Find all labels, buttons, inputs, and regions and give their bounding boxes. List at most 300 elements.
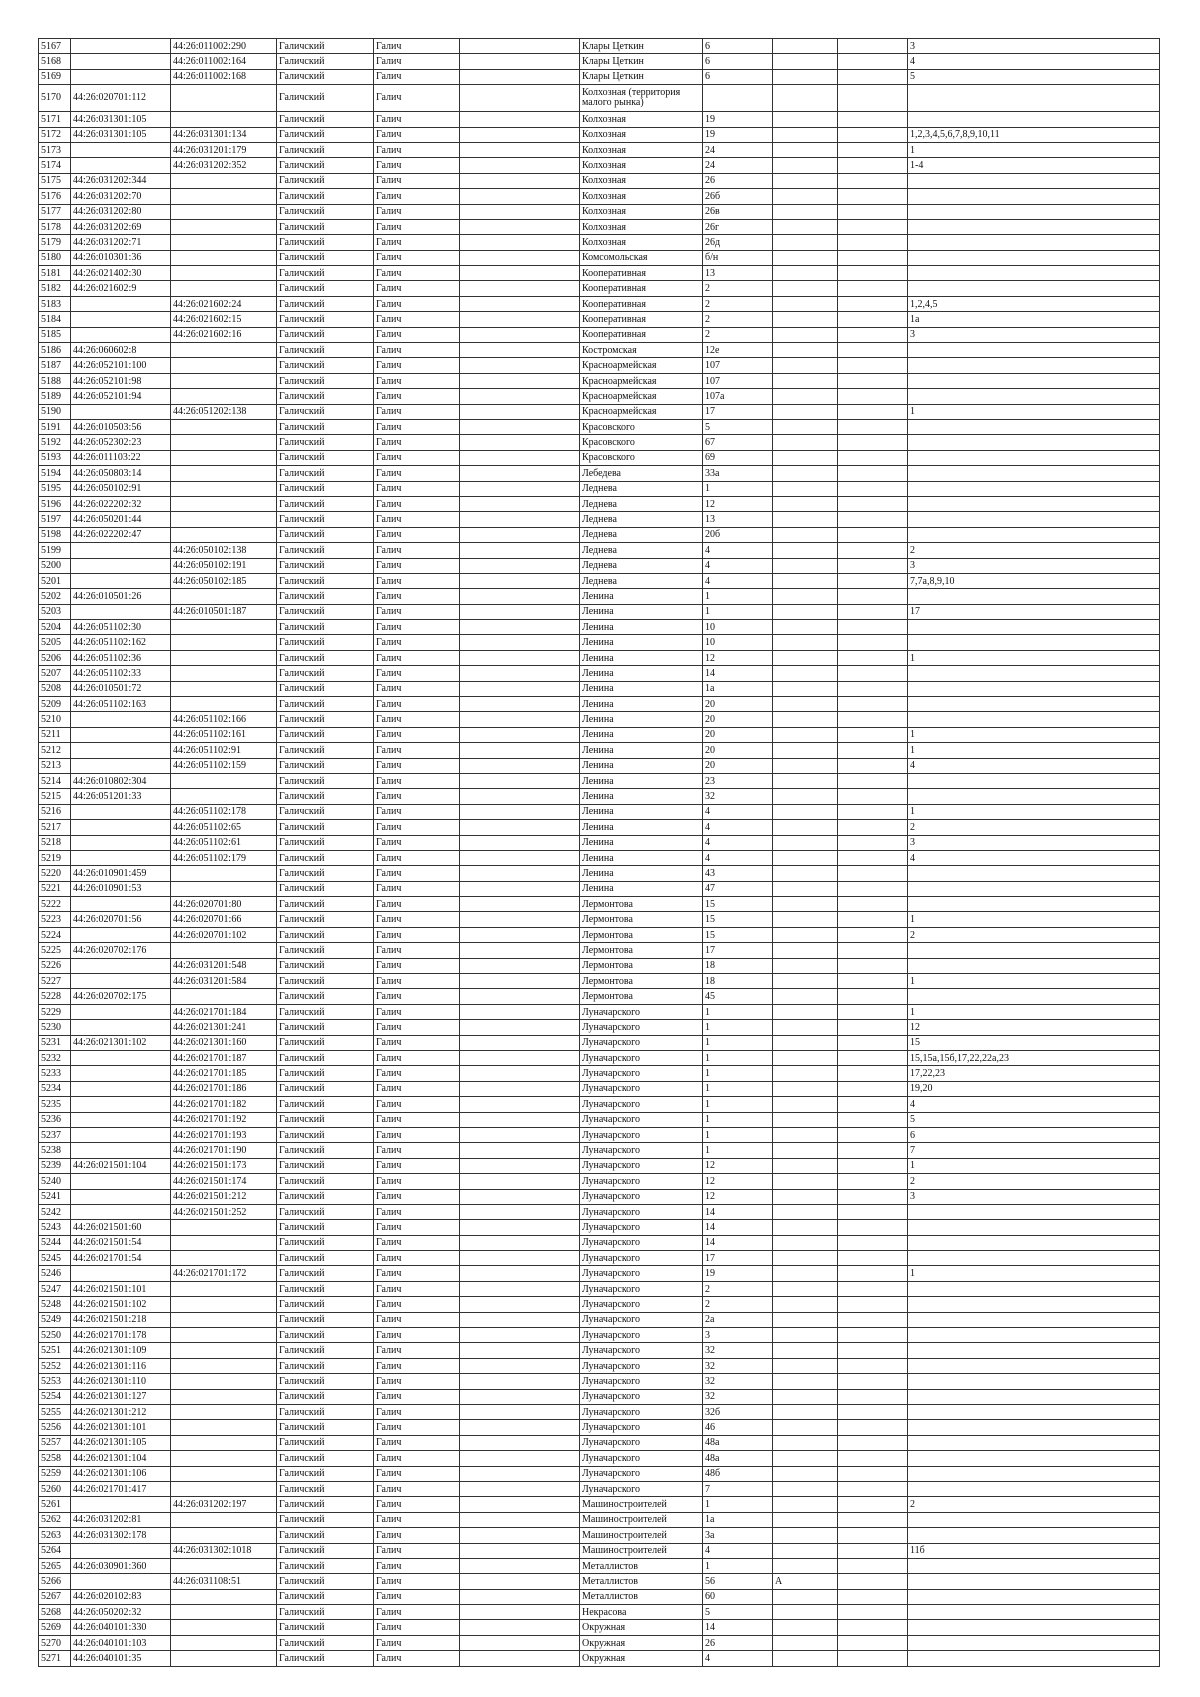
district-cell: Галичский bbox=[277, 250, 374, 265]
table-row bbox=[39, 1235, 1160, 1250]
house-number-cell: 1 bbox=[703, 481, 773, 496]
city-cell: Галич bbox=[374, 1558, 460, 1573]
table-row bbox=[39, 1466, 1160, 1481]
row-number: 5236 bbox=[39, 1112, 71, 1127]
building-cell bbox=[838, 1466, 908, 1481]
row-number: 5208 bbox=[39, 681, 71, 696]
house-number-cell: 24 bbox=[703, 142, 773, 157]
street-cell: Луначарского bbox=[580, 1020, 703, 1035]
settlement-cell bbox=[460, 1374, 580, 1389]
letter-cell bbox=[773, 573, 838, 588]
parcel-cadastral-number bbox=[71, 54, 171, 69]
parcel-cadastral-number: 44:26:020702:176 bbox=[71, 943, 171, 958]
letter-cell bbox=[773, 419, 838, 434]
house-number-cell: 32б bbox=[703, 1404, 773, 1419]
house-number-cell: 24 bbox=[703, 158, 773, 173]
parcel-cadastral-number bbox=[71, 712, 171, 727]
settlement-cell bbox=[460, 1605, 580, 1620]
parcel-cadastral-number bbox=[71, 835, 171, 850]
city-cell: Галич bbox=[374, 69, 460, 84]
city-cell: Галич bbox=[374, 727, 460, 742]
object-cadastral-number bbox=[171, 650, 277, 665]
settlement-cell bbox=[460, 974, 580, 989]
settlement-cell bbox=[460, 235, 580, 250]
row-number: 5235 bbox=[39, 1097, 71, 1112]
house-number-cell: 1 bbox=[703, 1127, 773, 1142]
table-row bbox=[39, 1097, 1160, 1112]
district-cell: Галичский bbox=[277, 773, 374, 788]
row-number: 5171 bbox=[39, 112, 71, 127]
row-number: 5268 bbox=[39, 1605, 71, 1620]
city-cell: Галич bbox=[374, 958, 460, 973]
object-cadastral-number bbox=[171, 1635, 277, 1650]
letter-cell bbox=[773, 743, 838, 758]
building-cell bbox=[838, 1343, 908, 1358]
house-number-cell: 33а bbox=[703, 466, 773, 481]
apartment-cell bbox=[908, 866, 1160, 881]
table-row bbox=[39, 1620, 1160, 1635]
street-cell: Луначарского bbox=[580, 1374, 703, 1389]
building-cell bbox=[838, 1158, 908, 1173]
city-cell: Галич bbox=[374, 881, 460, 896]
district-cell: Галичский bbox=[277, 466, 374, 481]
object-cadastral-number bbox=[171, 1651, 277, 1666]
apartment-cell bbox=[908, 1204, 1160, 1219]
house-number-cell: б/н bbox=[703, 250, 773, 265]
letter-cell bbox=[773, 912, 838, 927]
building-cell bbox=[838, 1051, 908, 1066]
house-number-cell: 46 bbox=[703, 1420, 773, 1435]
settlement-cell bbox=[460, 1143, 580, 1158]
house-number-cell: 20 bbox=[703, 712, 773, 727]
settlement-cell bbox=[460, 127, 580, 142]
letter-cell bbox=[773, 804, 838, 819]
parcel-cadastral-number bbox=[71, 897, 171, 912]
object-cadastral-number: 44:26:031201:584 bbox=[171, 974, 277, 989]
city-cell: Галич bbox=[374, 989, 460, 1004]
parcel-cadastral-number bbox=[71, 573, 171, 588]
building-cell bbox=[838, 604, 908, 619]
apartment-cell: 5 bbox=[908, 1112, 1160, 1127]
settlement-cell bbox=[460, 1343, 580, 1358]
settlement-cell bbox=[460, 389, 580, 404]
settlement-cell bbox=[460, 373, 580, 388]
settlement-cell bbox=[460, 543, 580, 558]
settlement-cell bbox=[460, 1035, 580, 1050]
street-cell: Луначарского bbox=[580, 1097, 703, 1112]
letter-cell bbox=[773, 1066, 838, 1081]
house-number-cell: 45 bbox=[703, 989, 773, 1004]
district-cell: Галичский bbox=[277, 358, 374, 373]
settlement-cell bbox=[460, 1297, 580, 1312]
row-number: 5197 bbox=[39, 512, 71, 527]
table-row bbox=[39, 789, 1160, 804]
apartment-cell bbox=[908, 989, 1160, 1004]
house-number-cell: 20 bbox=[703, 697, 773, 712]
city-cell: Галич bbox=[374, 681, 460, 696]
settlement-cell bbox=[460, 573, 580, 588]
street-cell: Луначарского bbox=[580, 1328, 703, 1343]
object-cadastral-number bbox=[171, 1312, 277, 1327]
house-number-cell: 2 bbox=[703, 327, 773, 342]
row-number: 5192 bbox=[39, 435, 71, 450]
table-row bbox=[39, 974, 1160, 989]
street-cell: Леднева bbox=[580, 558, 703, 573]
city-cell: Галич bbox=[374, 312, 460, 327]
building-cell bbox=[838, 804, 908, 819]
street-cell: Красноармейская bbox=[580, 358, 703, 373]
street-cell: Колхозная bbox=[580, 219, 703, 234]
house-number-cell: 6 bbox=[703, 69, 773, 84]
letter-cell bbox=[773, 1266, 838, 1281]
city-cell: Галич bbox=[374, 943, 460, 958]
district-cell: Галичский bbox=[277, 1620, 374, 1635]
row-number: 5254 bbox=[39, 1389, 71, 1404]
city-cell: Галич bbox=[374, 1543, 460, 1558]
object-cadastral-number bbox=[171, 85, 277, 112]
building-cell bbox=[838, 573, 908, 588]
street-cell: Ленина bbox=[580, 712, 703, 727]
house-number-cell: 1 bbox=[703, 1035, 773, 1050]
street-cell: Кооперативная bbox=[580, 281, 703, 296]
house-number-cell: 26 bbox=[703, 173, 773, 188]
settlement-cell bbox=[460, 189, 580, 204]
house-number-cell: 48а bbox=[703, 1451, 773, 1466]
letter-cell bbox=[773, 343, 838, 358]
row-number: 5262 bbox=[39, 1512, 71, 1527]
apartment-cell bbox=[908, 620, 1160, 635]
street-cell: Луначарского bbox=[580, 1312, 703, 1327]
street-cell: Леднева bbox=[580, 512, 703, 527]
building-cell bbox=[838, 404, 908, 419]
settlement-cell bbox=[460, 804, 580, 819]
row-number: 5213 bbox=[39, 758, 71, 773]
parcel-cadastral-number bbox=[71, 604, 171, 619]
city-cell: Галич bbox=[374, 604, 460, 619]
letter-cell bbox=[773, 1020, 838, 1035]
house-number-cell: 17 bbox=[703, 943, 773, 958]
city-cell: Галич bbox=[374, 1404, 460, 1419]
apartment-cell bbox=[908, 1297, 1160, 1312]
apartment-cell bbox=[908, 1635, 1160, 1650]
settlement-cell bbox=[460, 789, 580, 804]
table-row bbox=[39, 466, 1160, 481]
parcel-cadastral-number: 44:26:031202:80 bbox=[71, 204, 171, 219]
table-row bbox=[39, 1174, 1160, 1189]
object-cadastral-number bbox=[171, 419, 277, 434]
apartment-cell: 1,2,4,5 bbox=[908, 296, 1160, 311]
parcel-cadastral-number bbox=[71, 39, 171, 54]
district-cell: Галичский bbox=[277, 512, 374, 527]
table-row bbox=[39, 835, 1160, 850]
district-cell: Галичский bbox=[277, 1435, 374, 1450]
object-cadastral-number: 44:26:021501:173 bbox=[171, 1158, 277, 1173]
street-cell: Луначарского bbox=[580, 1158, 703, 1173]
object-cadastral-number bbox=[171, 1358, 277, 1373]
letter-cell bbox=[773, 1220, 838, 1235]
parcel-cadastral-number bbox=[71, 727, 171, 742]
parcel-cadastral-number bbox=[71, 1020, 171, 1035]
table-row bbox=[39, 389, 1160, 404]
district-cell: Галичский bbox=[277, 69, 374, 84]
table-row bbox=[39, 866, 1160, 881]
city-cell: Галич bbox=[374, 527, 460, 542]
parcel-cadastral-number bbox=[71, 974, 171, 989]
parcel-cadastral-number: 44:26:031302:178 bbox=[71, 1528, 171, 1543]
building-cell bbox=[838, 389, 908, 404]
row-number: 5212 bbox=[39, 743, 71, 758]
house-number-cell: 67 bbox=[703, 435, 773, 450]
table-row bbox=[39, 1020, 1160, 1035]
settlement-cell bbox=[460, 820, 580, 835]
building-cell bbox=[838, 635, 908, 650]
row-number: 5269 bbox=[39, 1620, 71, 1635]
street-cell: Луначарского bbox=[580, 1081, 703, 1096]
object-cadastral-number: 44:26:011002:290 bbox=[171, 39, 277, 54]
house-number-cell: 26д bbox=[703, 235, 773, 250]
house-number-cell: 10 bbox=[703, 620, 773, 635]
object-cadastral-number bbox=[171, 112, 277, 127]
object-cadastral-number bbox=[171, 1620, 277, 1635]
building-cell bbox=[838, 1528, 908, 1543]
table-row bbox=[39, 404, 1160, 419]
table-row bbox=[39, 358, 1160, 373]
district-cell: Галичский bbox=[277, 1558, 374, 1573]
row-number: 5248 bbox=[39, 1297, 71, 1312]
street-cell: Ленина bbox=[580, 727, 703, 742]
table-row bbox=[39, 450, 1160, 465]
parcel-cadastral-number: 44:26:021501:218 bbox=[71, 1312, 171, 1327]
object-cadastral-number bbox=[171, 358, 277, 373]
row-number: 5223 bbox=[39, 912, 71, 927]
district-cell: Галичский bbox=[277, 1497, 374, 1512]
apartment-cell: 7,7а,8,9,10 bbox=[908, 573, 1160, 588]
district-cell: Галичский bbox=[277, 1189, 374, 1204]
table-row bbox=[39, 1497, 1160, 1512]
object-cadastral-number: 44:26:031202:197 bbox=[171, 1497, 277, 1512]
city-cell: Галич bbox=[374, 204, 460, 219]
building-cell bbox=[838, 1112, 908, 1127]
settlement-cell bbox=[460, 1189, 580, 1204]
letter-cell bbox=[773, 1312, 838, 1327]
house-number-cell: 1 bbox=[703, 1558, 773, 1573]
building-cell bbox=[838, 219, 908, 234]
parcel-cadastral-number bbox=[71, 1497, 171, 1512]
letter-cell bbox=[773, 558, 838, 573]
city-cell: Галич bbox=[374, 1343, 460, 1358]
settlement-cell bbox=[460, 1112, 580, 1127]
object-cadastral-number bbox=[171, 1281, 277, 1296]
building-cell bbox=[838, 1558, 908, 1573]
apartment-cell bbox=[908, 1389, 1160, 1404]
city-cell: Галич bbox=[374, 1605, 460, 1620]
row-number: 5263 bbox=[39, 1528, 71, 1543]
table-row bbox=[39, 758, 1160, 773]
parcel-cadastral-number bbox=[71, 69, 171, 84]
house-number-cell: 43 bbox=[703, 866, 773, 881]
row-number: 5167 bbox=[39, 39, 71, 54]
district-cell: Галичский bbox=[277, 1651, 374, 1666]
apartment-cell bbox=[908, 789, 1160, 804]
object-cadastral-number bbox=[171, 1420, 277, 1435]
parcel-cadastral-number: 44:26:010503:56 bbox=[71, 419, 171, 434]
parcel-cadastral-number: 44:26:052101:98 bbox=[71, 373, 171, 388]
district-cell: Галичский bbox=[277, 1066, 374, 1081]
letter-cell bbox=[773, 266, 838, 281]
apartment-cell: 11б bbox=[908, 1543, 1160, 1558]
settlement-cell bbox=[460, 650, 580, 665]
parcel-cadastral-number: 44:26:051102:163 bbox=[71, 697, 171, 712]
object-cadastral-number bbox=[171, 204, 277, 219]
building-cell bbox=[838, 820, 908, 835]
row-number: 5257 bbox=[39, 1435, 71, 1450]
row-number: 5176 bbox=[39, 189, 71, 204]
apartment-cell bbox=[908, 496, 1160, 511]
building-cell bbox=[838, 204, 908, 219]
apartment-cell bbox=[908, 1528, 1160, 1543]
building-cell bbox=[838, 435, 908, 450]
district-cell: Галичский bbox=[277, 1051, 374, 1066]
parcel-cadastral-number: 44:26:010301:36 bbox=[71, 250, 171, 265]
street-cell: Комсомольская bbox=[580, 250, 703, 265]
object-cadastral-number bbox=[171, 1435, 277, 1450]
street-cell: Колхозная bbox=[580, 173, 703, 188]
house-number-cell: 48а bbox=[703, 1435, 773, 1450]
letter-cell bbox=[773, 1158, 838, 1173]
table-row bbox=[39, 697, 1160, 712]
district-cell: Галичский bbox=[277, 604, 374, 619]
letter-cell bbox=[773, 1420, 838, 1435]
apartment-cell: 1,2,3,4,5,6,7,8,9,10,11 bbox=[908, 127, 1160, 142]
apartment-cell: 3 bbox=[908, 39, 1160, 54]
object-cadastral-number bbox=[171, 512, 277, 527]
letter-cell bbox=[773, 958, 838, 973]
street-cell: Машиностроителей bbox=[580, 1543, 703, 1558]
district-cell: Галичский bbox=[277, 435, 374, 450]
object-cadastral-number bbox=[171, 1374, 277, 1389]
parcel-cadastral-number: 44:26:052101:100 bbox=[71, 358, 171, 373]
row-number: 5230 bbox=[39, 1020, 71, 1035]
apartment-cell bbox=[908, 1251, 1160, 1266]
table-row bbox=[39, 496, 1160, 511]
house-number-cell: 20б bbox=[703, 527, 773, 542]
house-number-cell: 1а bbox=[703, 681, 773, 696]
object-cadastral-number: 44:26:021701:187 bbox=[171, 1051, 277, 1066]
apartment-cell: 1 bbox=[908, 1004, 1160, 1019]
row-number: 5211 bbox=[39, 727, 71, 742]
building-cell bbox=[838, 897, 908, 912]
parcel-cadastral-number: 44:26:011103:22 bbox=[71, 450, 171, 465]
city-cell: Галич bbox=[374, 1420, 460, 1435]
building-cell bbox=[838, 1389, 908, 1404]
table-row bbox=[39, 912, 1160, 927]
building-cell bbox=[838, 543, 908, 558]
row-number: 5252 bbox=[39, 1358, 71, 1373]
district-cell: Галичский bbox=[277, 743, 374, 758]
table-row bbox=[39, 373, 1160, 388]
letter-cell bbox=[773, 1497, 838, 1512]
settlement-cell bbox=[460, 1097, 580, 1112]
building-cell bbox=[838, 1328, 908, 1343]
city-cell: Галич bbox=[374, 1143, 460, 1158]
table-row bbox=[39, 958, 1160, 973]
building-cell bbox=[838, 312, 908, 327]
settlement-cell bbox=[460, 989, 580, 1004]
city-cell: Галич bbox=[374, 466, 460, 481]
city-cell: Галич bbox=[374, 1158, 460, 1173]
street-cell: Колхозная bbox=[580, 204, 703, 219]
city-cell: Галич bbox=[374, 589, 460, 604]
letter-cell bbox=[773, 158, 838, 173]
table-row bbox=[39, 296, 1160, 311]
apartment-cell bbox=[908, 1328, 1160, 1343]
settlement-cell bbox=[460, 1512, 580, 1527]
object-cadastral-number bbox=[171, 343, 277, 358]
building-cell bbox=[838, 189, 908, 204]
street-cell: Ленина bbox=[580, 589, 703, 604]
object-cadastral-number bbox=[171, 1512, 277, 1527]
object-cadastral-number: 44:26:051102:161 bbox=[171, 727, 277, 742]
street-cell: Колхозная bbox=[580, 158, 703, 173]
letter-cell bbox=[773, 1127, 838, 1142]
street-cell: Луначарского bbox=[580, 1066, 703, 1081]
apartment-cell bbox=[908, 1481, 1160, 1496]
object-cadastral-number: 44:26:020701:102 bbox=[171, 927, 277, 942]
district-cell: Галичский bbox=[277, 712, 374, 727]
district-cell: Галичский bbox=[277, 312, 374, 327]
table-row bbox=[39, 1297, 1160, 1312]
house-number-cell: 14 bbox=[703, 1220, 773, 1235]
object-cadastral-number bbox=[171, 1481, 277, 1496]
object-cadastral-number: 44:26:050102:138 bbox=[171, 543, 277, 558]
apartment-cell bbox=[908, 1435, 1160, 1450]
row-number: 5241 bbox=[39, 1189, 71, 1204]
street-cell: Луначарского bbox=[580, 1004, 703, 1019]
building-cell bbox=[838, 127, 908, 142]
object-cadastral-number: 44:26:031108:51 bbox=[171, 1574, 277, 1589]
object-cadastral-number bbox=[171, 235, 277, 250]
house-number-cell: 3 bbox=[703, 1328, 773, 1343]
parcel-cadastral-number: 44:26:051102:162 bbox=[71, 635, 171, 650]
house-number-cell: 5 bbox=[703, 1605, 773, 1620]
object-cadastral-number: 44:26:021701:190 bbox=[171, 1143, 277, 1158]
building-cell bbox=[838, 773, 908, 788]
parcel-cadastral-number bbox=[71, 1189, 171, 1204]
row-number: 5172 bbox=[39, 127, 71, 142]
apartment-cell: 2 bbox=[908, 1497, 1160, 1512]
row-number: 5253 bbox=[39, 1374, 71, 1389]
building-cell bbox=[838, 989, 908, 1004]
apartment-cell bbox=[908, 512, 1160, 527]
parcel-cadastral-number bbox=[71, 958, 171, 973]
settlement-cell bbox=[460, 1635, 580, 1650]
house-number-cell: 14 bbox=[703, 1235, 773, 1250]
city-cell: Галич bbox=[374, 1297, 460, 1312]
settlement-cell bbox=[460, 69, 580, 84]
apartment-cell: 17 bbox=[908, 604, 1160, 619]
letter-cell bbox=[773, 450, 838, 465]
district-cell: Галичский bbox=[277, 1081, 374, 1096]
object-cadastral-number: 44:26:021701:172 bbox=[171, 1266, 277, 1281]
table-row bbox=[39, 1051, 1160, 1066]
apartment-cell bbox=[908, 773, 1160, 788]
apartment-cell bbox=[908, 881, 1160, 896]
letter-cell bbox=[773, 820, 838, 835]
settlement-cell bbox=[460, 1204, 580, 1219]
letter-cell bbox=[773, 1251, 838, 1266]
building-cell bbox=[838, 481, 908, 496]
street-cell: Кооперативная bbox=[580, 312, 703, 327]
